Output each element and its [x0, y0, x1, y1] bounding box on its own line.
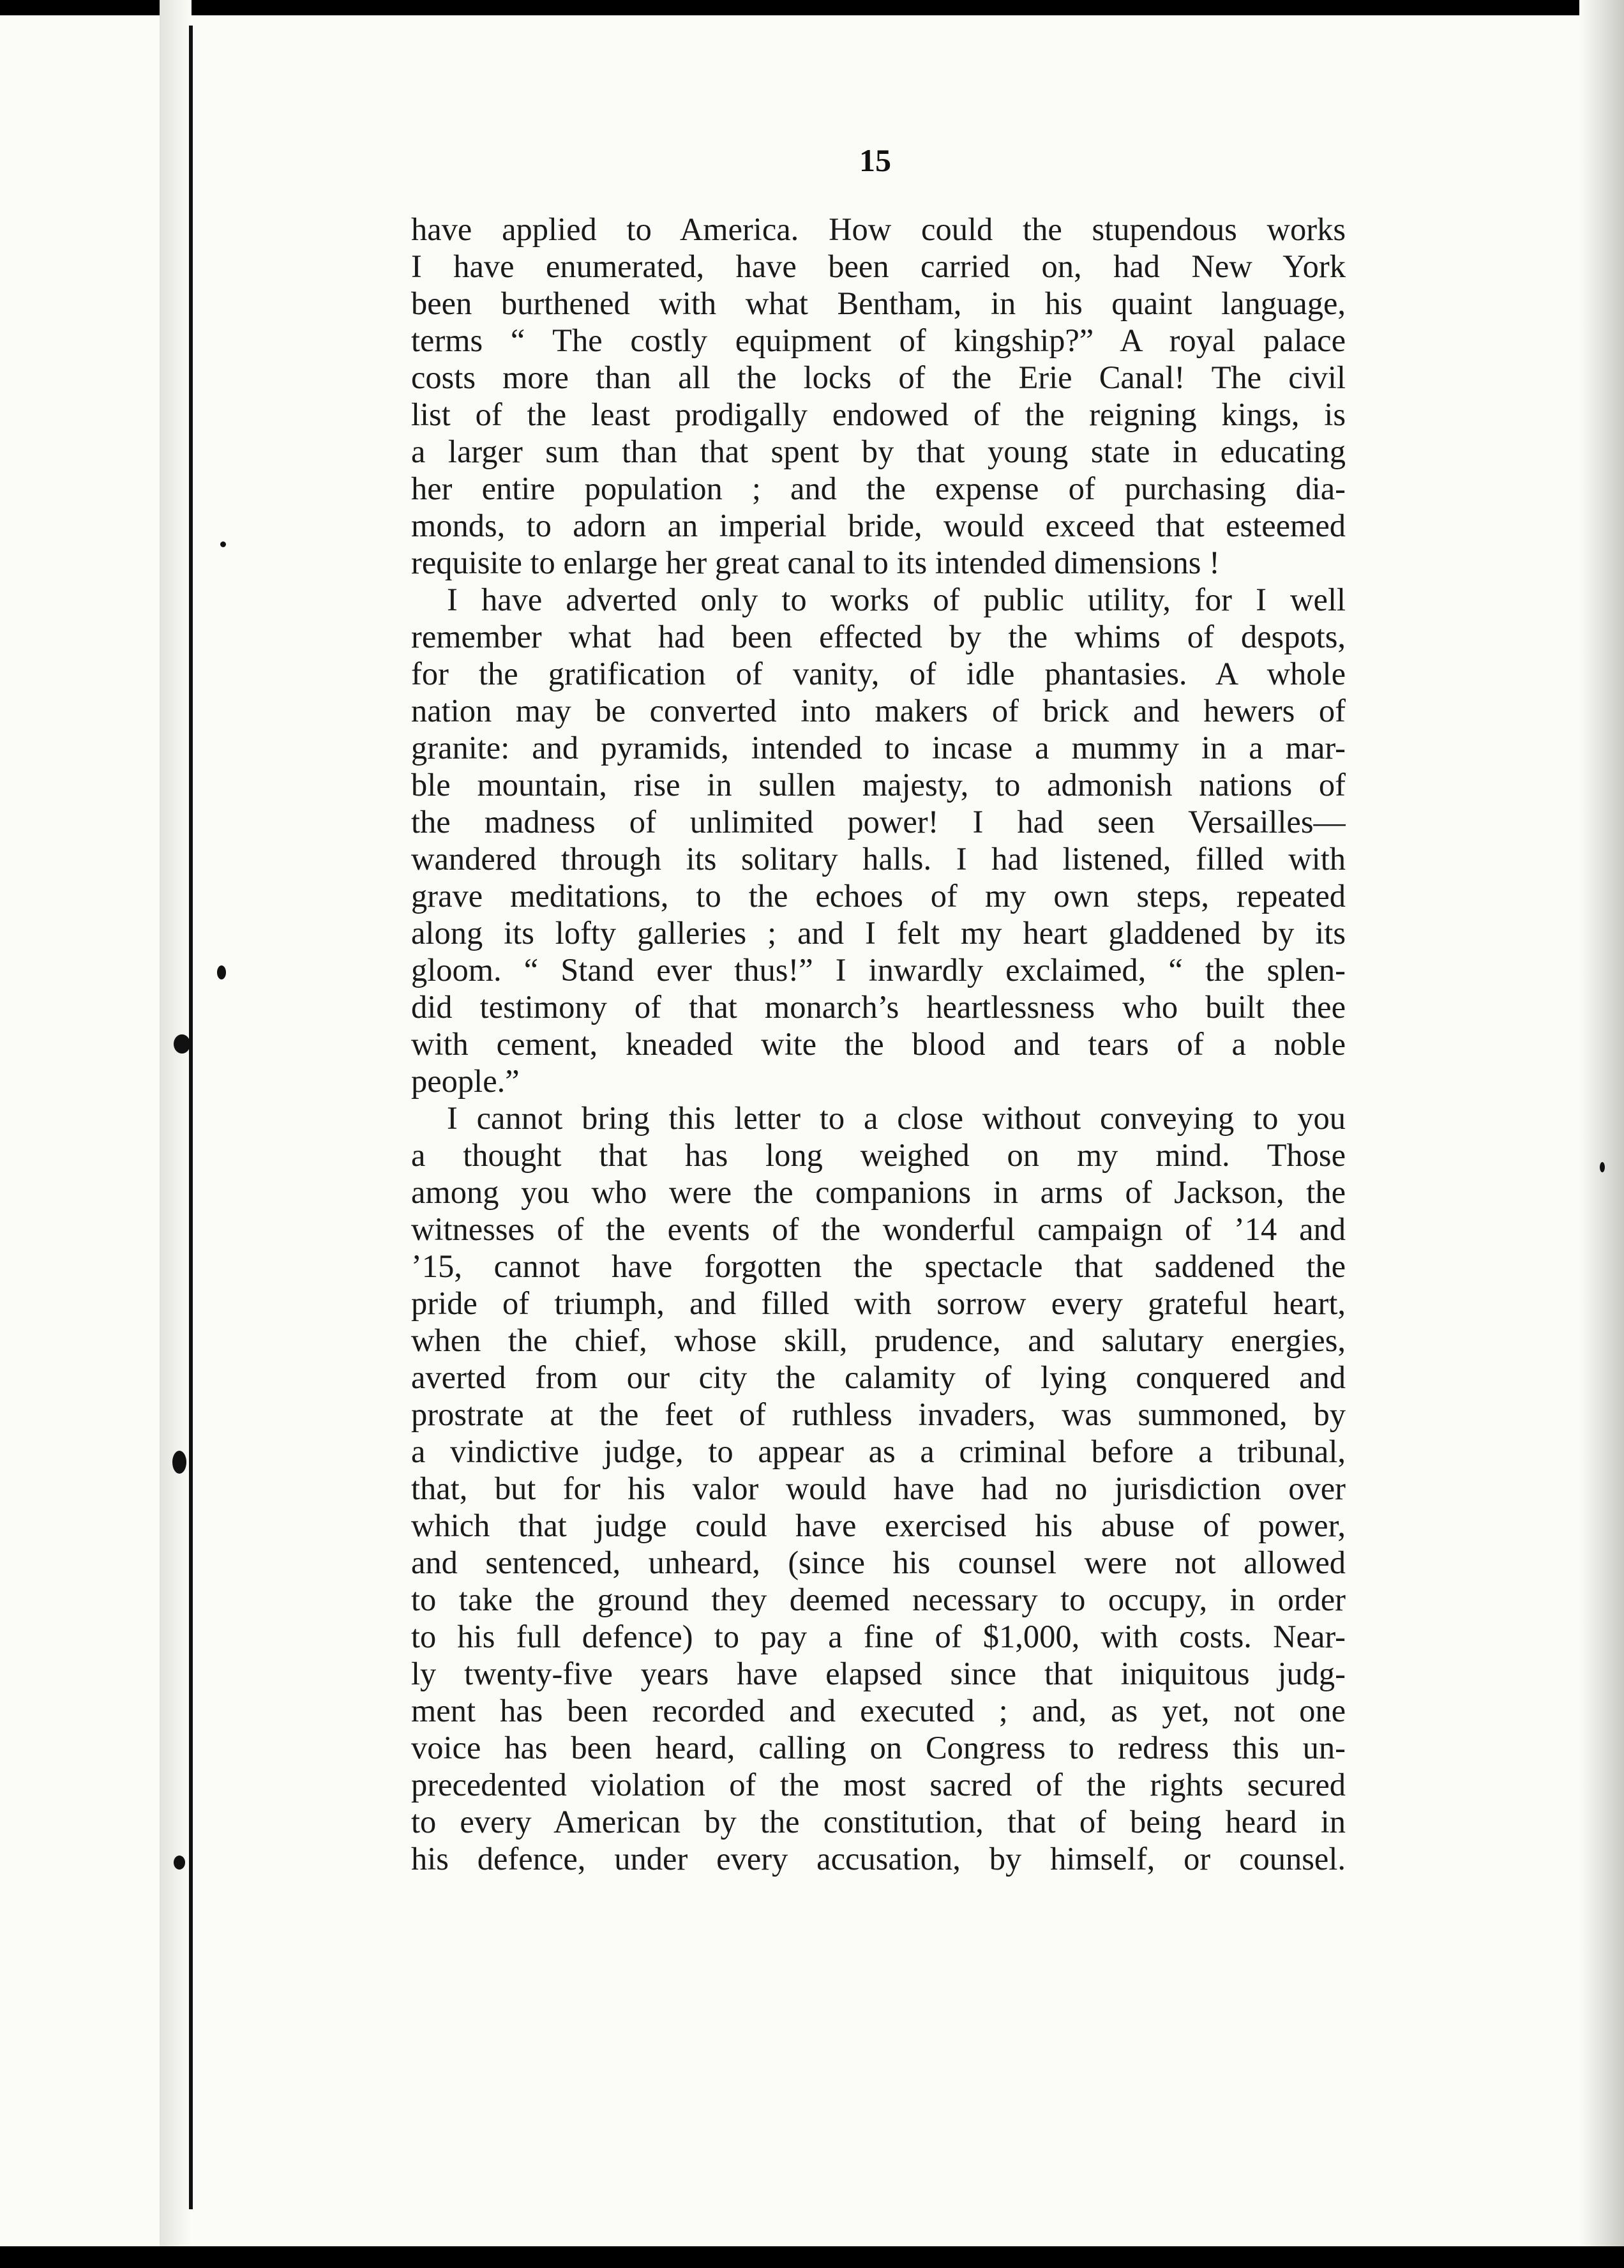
text-line: I cannot bring this letter to a close without conveying to you	[447, 1100, 1346, 1136]
margin-speck	[174, 1856, 185, 1870]
text-line: requisite to enlarge her great canal to its intended dimensions !	[411, 545, 1220, 580]
text-line: to take the ground they deemed necessary to occupy, in order	[411, 1582, 1346, 1617]
scan-border-bottom	[0, 2246, 1624, 2268]
text-line: averted from our city the calamity of lying conquered and	[411, 1359, 1346, 1395]
margin-speck	[172, 1451, 186, 1474]
body-text	[411, 211, 1346, 1877]
text-line: list of the least prodigally endowed of the reigning kings, is	[411, 397, 1346, 432]
page-edge-shadow	[1579, 0, 1624, 2268]
margin-speck	[174, 1034, 190, 1054]
binding-shadow	[160, 0, 192, 2268]
text-line: wandered through its solitary halls. I had listened, filled with	[411, 841, 1346, 877]
text-line: along its lofty galleries ; and I felt my heart gladdened by its	[411, 915, 1346, 951]
margin-speck	[220, 541, 226, 547]
text-line: granite: and pyramids, intended to incase a mummy in a mar-	[411, 730, 1346, 766]
text-line: his defence, under every accusation, by himself, or counsel.	[411, 1841, 1346, 1877]
text-line: ly twenty-five years have elapsed since that iniquitous judg-	[411, 1656, 1346, 1691]
text-line: to his full defence) to pay a fine of $1,000, with costs. Near-	[411, 1619, 1346, 1654]
text-line: monds, to adorn an imperial bride, would exceed that esteemed	[411, 508, 1346, 543]
text-line: ment has been recorded and executed ; and, as yet, not one	[411, 1693, 1346, 1728]
text-line: her entire population ; and the expense of purchasing dia-	[411, 471, 1346, 506]
binding-edge-line	[189, 26, 193, 2209]
text-line: with cement, kneaded wite the blood and tears of a noble	[411, 1026, 1346, 1062]
text-line: been burthened with what Bentham, in his quaint language,	[411, 285, 1346, 321]
text-line: grave meditations, to the echoes of my own steps, repeated	[411, 878, 1346, 914]
page-number: 15	[859, 142, 891, 178]
margin-speck	[1600, 1162, 1605, 1172]
text-line: I have adverted only to works of public utility, for I well	[447, 582, 1346, 617]
text-line: costs more than all the locks of the Erie Canal! The civil	[411, 359, 1346, 395]
text-line: terms “ The costly equipment of kingship?” A royal palace	[411, 322, 1346, 358]
text-line: a larger sum than that spent by that young state in educating	[411, 434, 1346, 469]
text-line: people.”	[411, 1063, 520, 1099]
text-line: the madness of unlimited power! I had seen Versailles—	[411, 804, 1346, 840]
text-line: prostrate at the feet of ruthless invaders, was summoned, by	[411, 1396, 1346, 1432]
text-line: did testimony of that monarch’s heartlessness who built thee	[411, 989, 1346, 1025]
text-line: among you who were the companions in arms of Jackson, the	[411, 1174, 1346, 1210]
text-line: remember what had been effected by the whims of despots,	[411, 619, 1346, 654]
scan-border-top	[0, 0, 1624, 15]
margin-speck	[217, 965, 226, 979]
text-line: that, but for his valor would have had no jurisdiction over	[411, 1470, 1346, 1506]
text-line: to every American by the constitution, that of being heard in	[411, 1804, 1346, 1840]
text-line: which that judge could have exercised his abuse of power,	[411, 1508, 1346, 1543]
text-line: when the chief, whose skill, prudence, and salutary energies,	[411, 1322, 1346, 1358]
text-line: precedented violation of the most sacred of the rights secured	[411, 1767, 1346, 1803]
text-line: witnesses of the events of the wonderful campaign of ’14 and	[411, 1211, 1346, 1247]
text-line: nation may be converted into makers of brick and hewers of	[411, 693, 1346, 729]
text-line: pride of triumph, and filled with sorrow every grateful heart,	[411, 1285, 1346, 1321]
text-line: ble mountain, rise in sullen majesty, to admonish nations of	[411, 767, 1346, 803]
text-line: a vindictive judge, to appear as a criminal before a tribunal,	[411, 1433, 1346, 1469]
text-line: a thought that has long weighed on my mind. Those	[411, 1137, 1346, 1173]
text-line: and sentenced, unheard, (since his counsel were not allowed	[411, 1545, 1346, 1580]
text-line: voice has been heard, calling on Congress to redress this un-	[411, 1730, 1346, 1765]
text-line: I have enumerated, have been carried on, had New York	[411, 248, 1346, 284]
text-line: ’15, cannot have forgotten the spectacle that saddened the	[411, 1248, 1346, 1284]
text-line: have applied to America. How could the stupendous works	[411, 211, 1346, 247]
text-line: gloom. “ Stand ever thus!” I inwardly exclaimed, “ the splen-	[411, 952, 1346, 988]
text-line: for the gratification of vanity, of idle phantasies. A whole	[411, 656, 1346, 692]
